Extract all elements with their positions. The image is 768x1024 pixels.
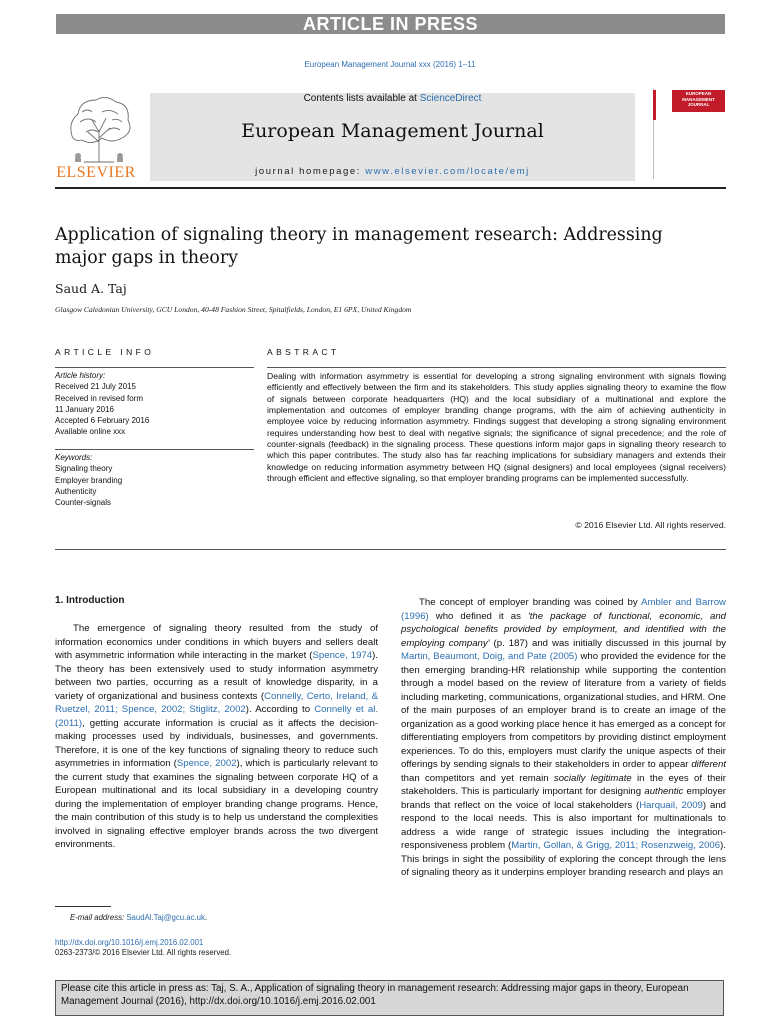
abstract-rule [267,367,726,368]
journal-homepage-line [150,166,635,177]
history-label: Article history: [55,371,106,380]
issn-copyright: 0263-2373/© 2016 Elsevier Ltd. All rights reserved. [55,948,232,958]
citation-link[interactable]: Connelly, Certo, Ireland, & Ruetzel, 2011; Spence, 2002; Stiglitz, 2002 [55,690,379,715]
body-text: , getting accurate information is crucial as it affects the decision-making processes used by individuals, businesses, and governments. Therefore, it is one of the key functions of signaling theory to reduce such asymmetries in information ( [55,717,378,769]
emphasized-text: authentic [644,786,684,797]
article-info-rule [55,367,254,368]
citation-link[interactable]: Harquail, 2009 [639,799,703,811]
elsevier-tree-logo-icon [62,92,136,164]
body-text: ) and respond to the local needs. This is also important for multinationals to address a wide range of strategic issues including the integration-responsiveness problem ( [401,799,726,851]
body-text: ), which is particularly relevant to the current study that examines the signaling between corporate HQ of a European multinational and its local subsidiary in a developing country during the implementation of employer branding change programs. Hence, the main contribution of this study is to help us understand the complexities involved in signaling effective employer brands across the two divergent environments. [55,758,378,850]
footnote-rule [55,906,111,907]
abstract-bottom-rule [55,549,726,550]
abstract-copyright: © 2016 Elsevier Ltd. All rights reserved. [575,520,726,530]
publisher-wordmark[interactable]: ELSEVIER [56,164,136,181]
section-heading-introduction: 1. Introduction [55,595,125,606]
masthead-bottom-rule [55,187,726,189]
article-info-heading: ARTICLE INFO [55,347,155,357]
keyword-item: Counter-signals [55,498,112,508]
body-text: The concept of employer branding was coined by [419,597,642,608]
history-item: Accepted 6 February 2016 [55,416,150,426]
citation-link[interactable]: Connelly et al. (2011) [55,704,378,729]
journal-homepage-link[interactable]: www.elsevier.com/locate/emj [365,166,530,177]
contents-availability-line [150,93,635,104]
body-text: than competitors and yet remain [401,772,554,784]
keyword-list [55,463,255,508]
body-text: who provided the evidence for the then emerging branding-HR relationship while supporting the contention through a model based on the review of literature from a variety of fields including marketing, communications, organizational studies, and HRM. One of the main purposes of an employer brand is to create an image of the organization as a good working place hence it has emerged as a concept for differentiating employers from competitors by providing distinct employment experiences. To do this, employers must clarify the unique aspects of their offerings by sending signals to their stakeholders in order to appear [401,651,726,770]
homepage-prefix: journal homepage: [255,166,366,177]
citation-link[interactable]: Martin, Gollan, & Grigg, 2011; Rosenzweig, 2006 [511,840,721,851]
sciencedirect-link[interactable]: ScienceDirect [419,93,482,104]
contents-prefix: Contents lists available at [303,93,420,104]
keyword-item: Employer branding [55,475,123,485]
body-text: ). This brings in sight the possibility of exploring the concept through the lens of signaling theory as it underpins employer branding research and plays an [401,840,726,878]
cover-title-text: EUROPEAN MANAGEMENT JOURNAL [682,91,715,107]
history-item: Received 21 July 2015 [55,382,136,392]
keywords-block [55,452,255,508]
body-text: employer brands that reflect on the voice of local stakeholders ( [401,786,727,811]
citation-link[interactable]: Spence, 2002 [176,758,237,769]
citation-text: Please cite this article in press as: Taj, S. A., Application of signaling theory in management research: Addressing major gaps in theory, European Management Journal (2016), http://dx.doi.org/10.1016/j.emj.2016.02.001 [61,983,689,1007]
citation-link[interactable]: Martin, Beaumont, Doig, and Pate (2005) [401,651,578,662]
article-title: Application of signaling theory in management research: Addressing major gaps in theory [55,225,663,268]
body-text: in the eyes of their stakeholders. This is particularly important for designing [401,772,727,797]
keyword-item: Authenticity [55,486,97,496]
body-text: ). The theory has been extensively used to study information asymmetry between two parties, occurring as a result of knowledge disparity, in a variety of organizational and business contexts ( [55,650,378,702]
journal-reference-link[interactable]: European Management Journal xxx (2016) 1–11 [304,60,476,69]
email-label: E-mail address: [70,913,127,922]
keywords-label: Keywords: [55,453,93,462]
abstract-body: Dealing with information asymmetry is essential for developing a strong signaling environment with signals flowing efficiently and effectively between the firm and its stakeholders. This study applies signaling theory to examine the flow of signals between corporate headquarters (HQ) and the local subsidiary of a multinational and explore the implementation and outcomes of employer branding change programs, with the aim of achieving authenticity in employee voice by reducing information asymmetry. Findings suggest that developing a strong signaling environment requires understanding how best to deal with negative signals; the significance of signal precedence; and the role of counter-signals (feedback) in the signaling process. These questions inform major gaps in signaling theory research to which this paper contributes. The study also has far reaching implications for subsidiary managers and extends their knowledge on reducing information asymmetry between HQ (signal designers) and local employees (signal receivers) through efficient and effective signaling, so that employer branding programs can be implemented successfully. [267,371,726,484]
keyword-item: Signaling theory [55,464,113,474]
body-text: who defined it as [428,610,528,622]
history-item: 11 January 2016 [55,404,115,414]
history-item: Received in revised form [55,393,144,403]
history-item: Available online xxx [55,427,126,437]
cover-accent-bar [653,90,656,120]
body-right-column [401,596,726,880]
author-email-footnote [70,913,207,922]
body-text: ). According to [245,704,315,715]
email-suffix: . [204,913,208,922]
author-name: Saud A. Taj [55,281,127,296]
history-list [55,381,255,437]
body-text: (p. 187) and was initially discussed in this journal by [489,637,726,649]
article-history [55,370,255,438]
body-left-column [55,622,378,852]
abstract-heading: ABSTRACT [267,347,340,357]
article-in-press-banner: ARTICLE IN PRESS [56,14,725,34]
keywords-rule [55,449,254,450]
author-affiliation: Glasgow Caledonian University, GCU London, 40-48 Fashion Street, Spitalfields, London, E1 6PX, United Kingdom [55,305,412,314]
doi-link[interactable]: http://dx.doi.org/10.1016/j.emj.2016.02.001 [55,938,204,947]
doi-block [55,938,231,959]
author-email-link[interactable]: SaudAl.Taj@gcu.ac.uk [126,913,205,922]
emphasized-text: different [691,759,726,770]
citation-link[interactable]: Ambler and Barrow (1996) [401,597,726,622]
citation-link[interactable]: Spence, 1974 [312,650,373,661]
journal-title: European Management Journal [241,120,544,142]
emphasized-text: socially legitimate [553,772,632,784]
body-text: The emergence of signaling theory resulted from the study of information economics under conditions in which buyers and sellers dealt with asymmetric information while interacting in the market ( [55,623,378,661]
emphasized-text: 'the package of functional, economic, and psychological benefits provided by employment, and identified with the employing company' [401,610,726,649]
